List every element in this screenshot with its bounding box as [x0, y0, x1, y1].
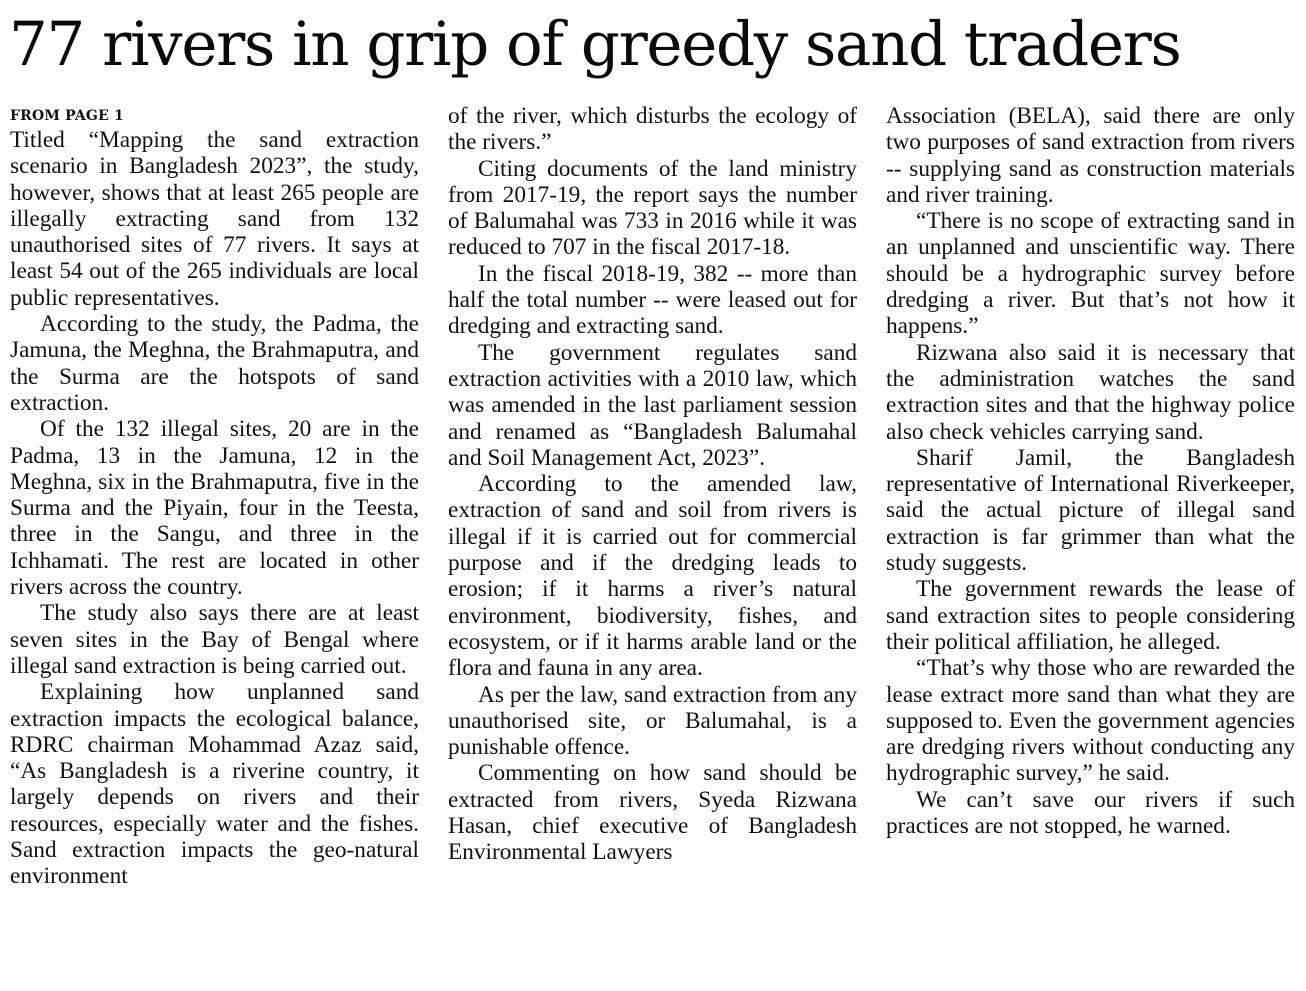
paragraph: According to the study, the Padma, the Jamuna, the Meghna, the Brahmaputra, and the Surma are the hotspots of sand extraction. [10, 311, 419, 416]
paragraph: The government regulates sand extraction activities with a 2010 law, which was amended in the last parliament session and renamed as “Bangladesh Balumahal and Soil Management Act, 2023”. [448, 339, 857, 471]
paragraph: The study also says there are at least seven sites in the Bay of Bengal where illegal sand extraction is being carried out. [10, 600, 419, 679]
continuation-kicker: FROM PAGE 1 [10, 108, 124, 124]
paragraph: According to the amended law, extraction of sand and soil from rivers is illegal if it is carried out for commercial purpose and if the dredging leads to erosion; if it harms a river’s natural environment, biodiversity, fishes, and ecosystem, or if it harms arable land or the flora and fauna in any area. [448, 471, 857, 682]
paragraph: Rizwana also said it is necessary that the administration watches the sand extraction sites and that the highway police also check vehicles carrying sand. [886, 339, 1295, 445]
paragraph: Sharif Jamil, the Bangladesh representative of International Riverkeeper, said the actual picture of illegal sand extraction is far grimmer than what the study suggests. [886, 444, 1295, 577]
paragraph: Of the 132 illegal sites, 20 are in the Padma, 13 in the Jamuna, 12 in the Meghna, six in the Brahmaputra, five in the Surma and the Piyain, four in the Teesta, three in the Sangu, and three in the Ichhamati. The rest are located in other rivers across the country. [10, 416, 419, 601]
article-column-1 [10, 103, 419, 890]
paragraph: “That’s why those who are rewarded the lease extract more sand than what they are supposed to. Even the government agencies are dredging rivers without conducting any hydrographic survey,” he said. [886, 655, 1295, 787]
paragraph: Titled “Mapping the sand extraction scenario in Bangladesh 2023”, the study, however, shows that at least 265 people are illegally extracting sand from 132 unauthorised sites of 77 rivers. It says at least 54 out of the 265 individuals are local public representatives. [10, 127, 419, 311]
paragraph: “There is no scope of extracting sand in an unplanned and unscientific way. There should be a hydrographic survey before dredging a river. But that’s not how it happens.” [886, 208, 1295, 340]
paragraph: In the fiscal 2018-19, 382 -- more than half the total number -- were leased out for dredging and extracting sand. [448, 260, 857, 340]
paragraph: The government rewards the lease of sand extraction sites to people considering their political affiliation, he alleged. [886, 576, 1295, 655]
article-column-3 [886, 103, 1295, 839]
headline: 77 rivers in grip of greedy sand traders [9, 9, 1181, 80]
paragraph: of the river, which disturbs the ecology of the rivers.” [448, 103, 857, 156]
paragraph: As per the law, sand extraction from any unauthorised site, or Balumahal, is a punishable offence. [448, 681, 857, 761]
paragraph: Citing documents of the land ministry from 2017-19, the report says the number of Balumahal was 733 in 2016 while it was reduced to 707 in the fiscal 2017-18. [448, 155, 857, 261]
paragraph: Association (BELA), said there are only two purposes of sand extraction from rivers -- supplying sand as construction materials and river training. [886, 103, 1295, 208]
paragraph: Explaining how unplanned sand extraction impacts the ecological balance, RDRC chairman Mohammad Azaz said, “As Bangladesh is a riverine country, it largely depends on rivers and their resources, especially water and the fishes. Sand extraction impacts the geo-natural environment [10, 679, 419, 890]
article-column-2 [448, 103, 857, 866]
paragraph: We can’t save our rivers if such practices are not stopped, he warned. [886, 786, 1295, 840]
paragraph: Commenting on how sand should be extracted from rivers, Syeda Rizwana Hasan, chief executive of Bangladesh Environmental Lawyers [448, 760, 857, 866]
